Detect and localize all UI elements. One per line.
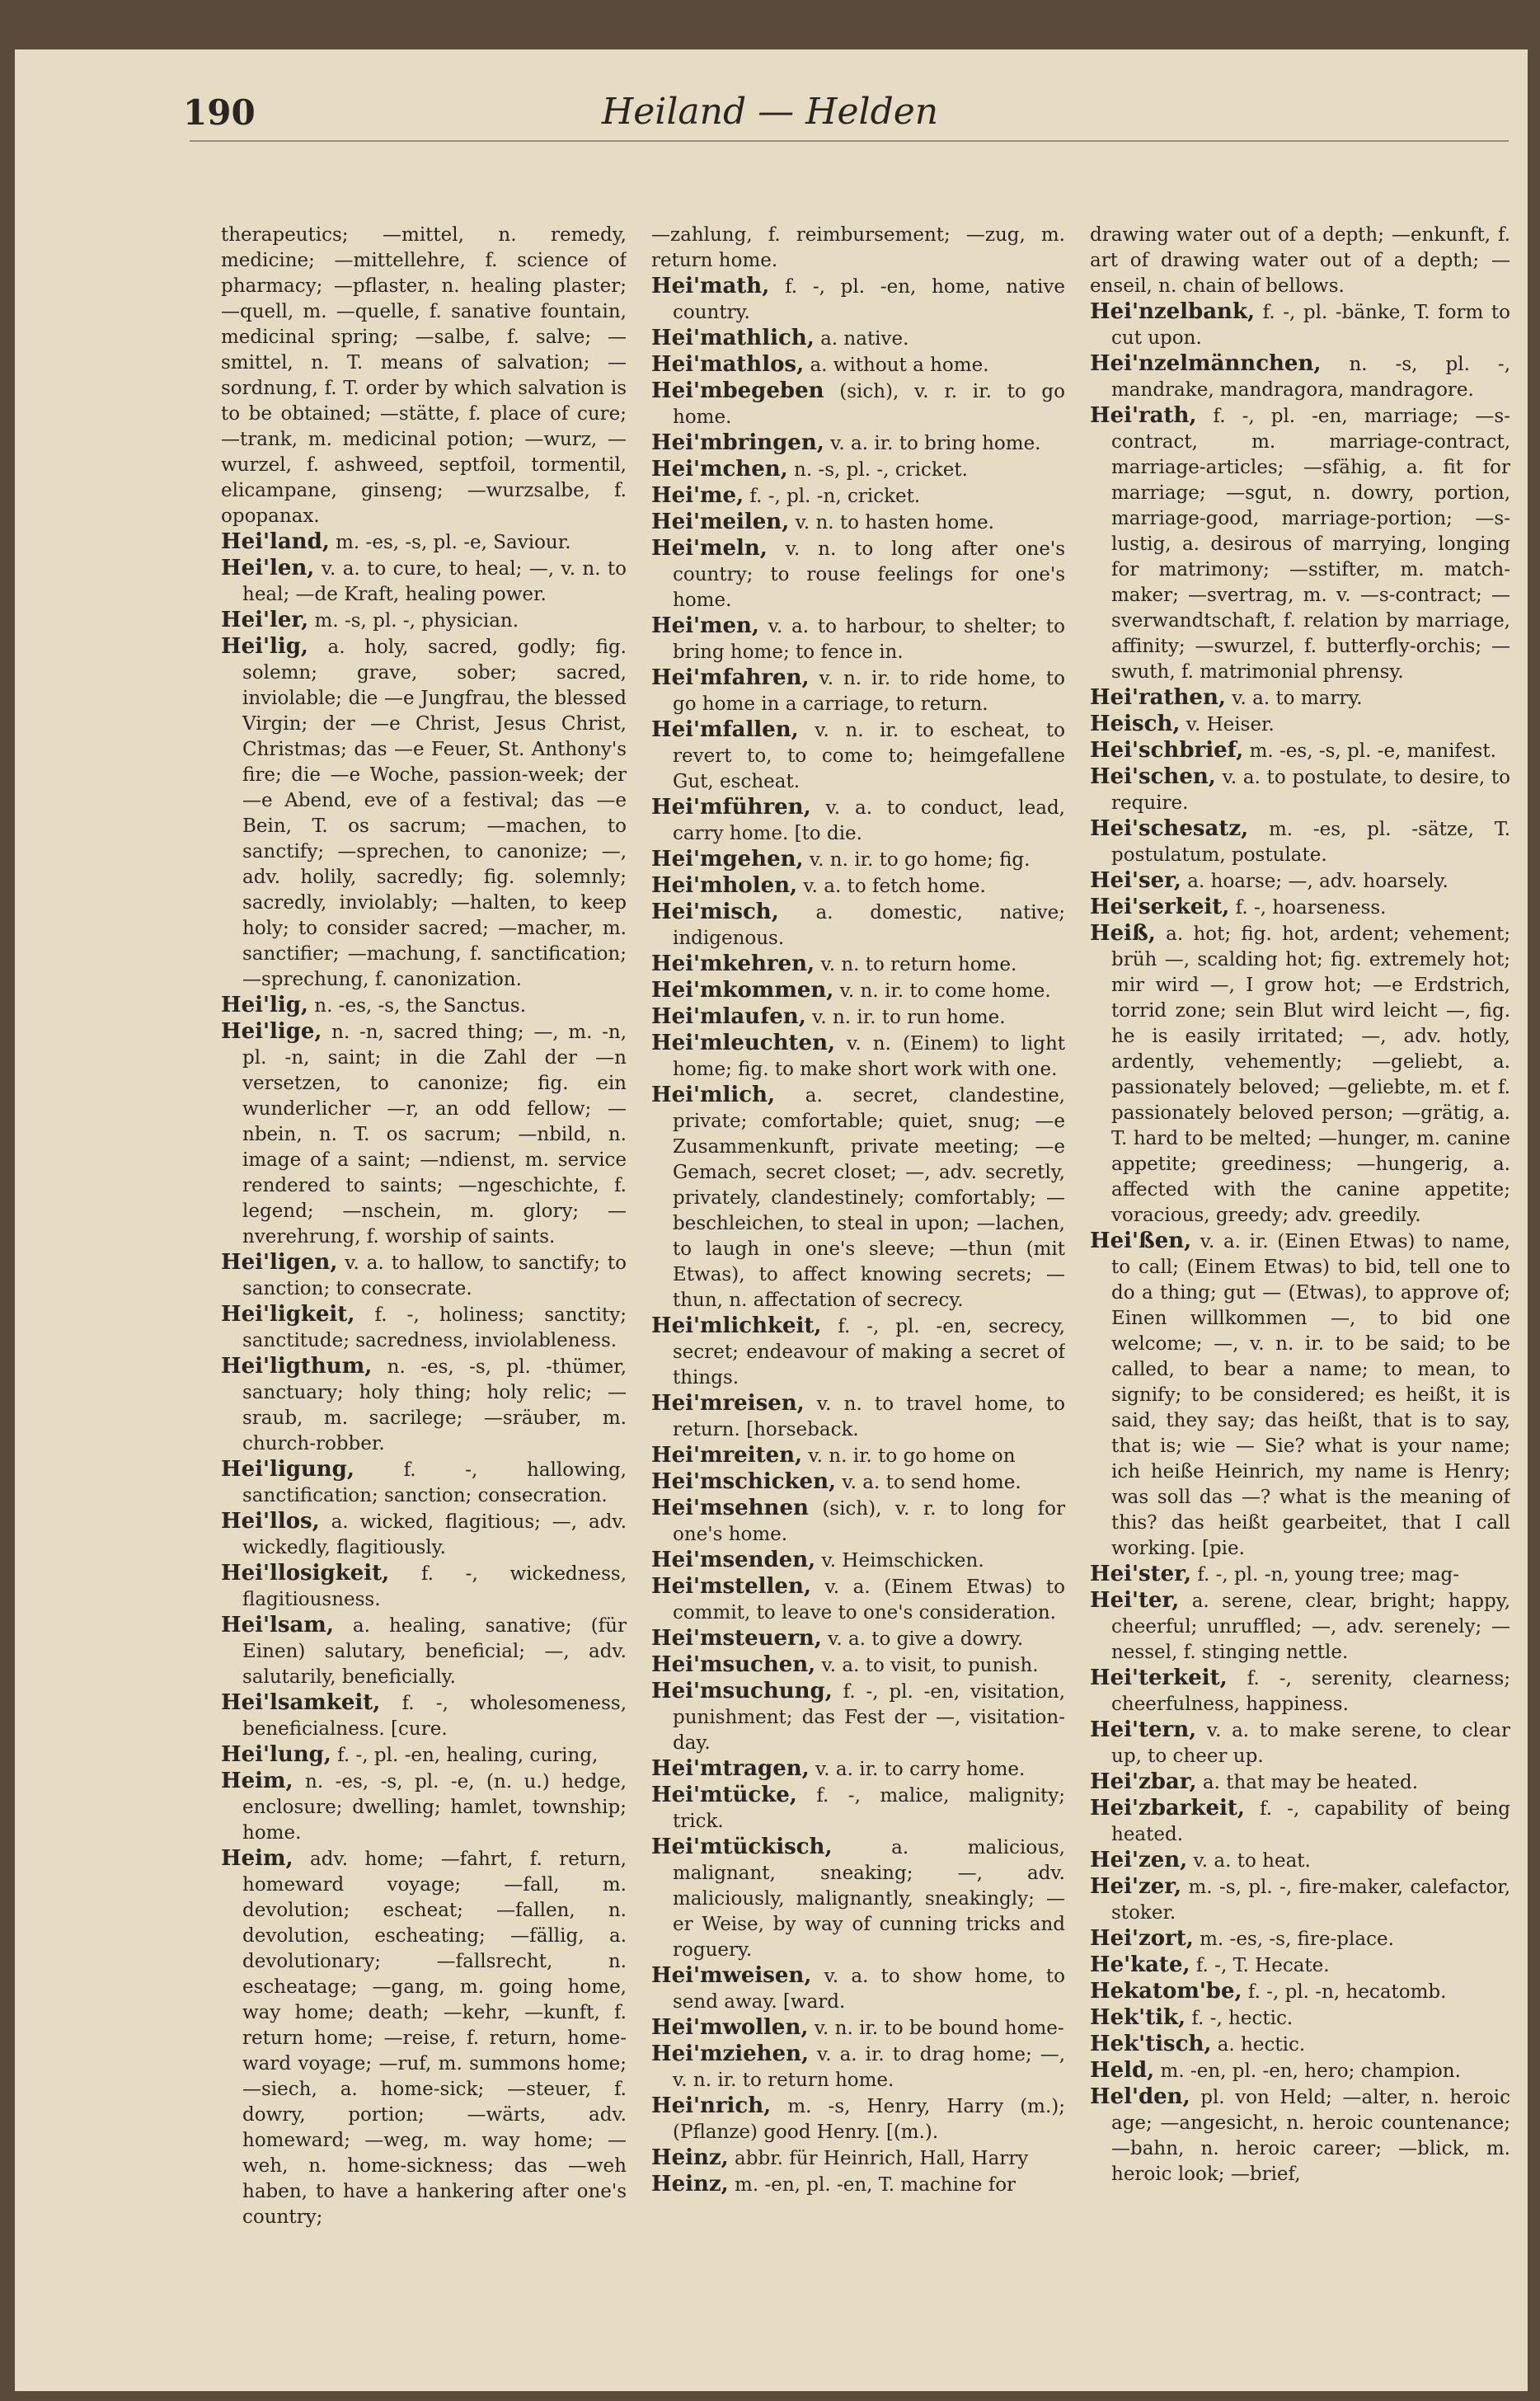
dictionary-entry: [1090, 685, 1510, 712]
entry-headword: Hei'mschicken,: [651, 1469, 837, 1494]
entry-definition: m. -es, -s, fire-place.: [1200, 1929, 1394, 1950]
dictionary-entry: [1090, 1229, 1510, 1562]
entry-headword: Heinz,: [651, 2145, 729, 2170]
dictionary-entry: [651, 1963, 1065, 2015]
entry-definition: v. a. ir. to drag home; —, v. n. ir. to return home.: [673, 2044, 1065, 2091]
entry-headword: Heim,: [221, 1769, 293, 1793]
entry-headword: Hei'zer,: [1090, 1874, 1182, 1899]
dictionary-entry: [221, 634, 627, 993]
entry-headword: Hei'schbrief,: [1090, 738, 1244, 763]
entry-definition: v. a. ir. to carry home.: [815, 1759, 1026, 1780]
dictionary-entry: [1090, 1926, 1510, 1952]
entry-definition: a. domestic, native; indigenous.: [673, 902, 1065, 949]
dictionary-entry: [221, 1613, 627, 1690]
entry-headword: Hei'mkommen,: [651, 978, 834, 1003]
dictionary-entry: [1090, 1979, 1510, 2005]
entry-headword: Hei'lung,: [221, 1742, 331, 1767]
entry-definition: v. a. to visit, to punish.: [821, 1655, 1039, 1676]
entry-definition: therapeutics; —mittel, n. remedy, medicine; —mittellehre, f. science of pharmacy; —pflaster, n. healing plaster; —quell, m. —quelle, f. sanative fountain, medicinal spring; —salbe, f. salve; —smittel, n. T. means of salvation; —sordnung, f. T. order by which salvation is to be obtained; —stätte, f. place of cure; —trank, m. medicinal potion; —wurz, —wurzel, f. ashweed, septfoil, tormentil, elicampane, ginseng; —wurzsalbe, f. opopanax.: [221, 224, 627, 527]
dictionary-entry: [651, 847, 1065, 873]
entry-headword: Hei'mfallen,: [651, 717, 799, 742]
dictionary-entry: [221, 223, 627, 529]
column-middle: [651, 223, 1065, 2391]
entry-definition: pl. von Held; —alter, n. heroic age; —angesicht, n. heroic countenance; —bahn, n. heroic career; —blick, m. heroic look; —brief,: [1111, 2087, 1510, 2185]
dictionary-entry: [221, 1742, 627, 1769]
dictionary-entry: [651, 1652, 1065, 1679]
entry-headword: Hei'men,: [651, 613, 759, 638]
dictionary-entry: [1090, 1848, 1510, 1874]
dictionary-entry: [651, 1574, 1065, 1626]
entry-definition: f. -, pl. -n, hecatomb.: [1247, 1981, 1447, 2003]
entry-headword: Hei'mlichkeit,: [651, 1313, 822, 1338]
entry-definition: a. secret, clandestine, private; comfortable; quiet, snug; —e Zusammenkunft, private meeting; —e Gemach, secret closet; —, adv. secretly, privately, clandestinely; comfortably; —beschleichen, to steal in upon; —lachen, to laugh in one's sleeve; —thun (mit Etwas), to affect knowing secrets; —thun, n. affectation of secrecy.: [673, 1085, 1065, 1311]
dictionary-entry: [651, 2015, 1065, 2042]
dictionary-entry: [651, 1031, 1065, 1083]
dictionary-entry: [651, 457, 1065, 483]
entry-definition: n. -es, -s, pl. -e, (n. u.) hedge, enclosure; dwelling; hamlet, township; home.: [242, 1771, 627, 1844]
entry-definition: f. -, pl. -en, marriage; —s-contract, m. marriage-contract, marriage-articles; —sfähig, a. fit for marriage; —sgut, n. dowry, portion, marriage-good, marriage-portion; —s-lustig, a. desirous of marrying, longing for matrimony; —sstifter, m. match-maker; —svertrag, m. v. —s-contract; —sverwandtschaft, f. relation by marriage, affinity; —swurzel, f. butterfly-orchis; —swuth, f. matrimonial phrensy.: [1111, 406, 1510, 683]
entry-definition: n. -s, pl. -, cricket.: [794, 459, 968, 481]
column-left: [221, 223, 627, 2391]
dictionary-entry: [1090, 921, 1510, 1229]
dictionary-entry: [651, 378, 1065, 430]
dictionary-entry: [651, 1548, 1065, 1574]
column-right: [1090, 223, 1510, 2391]
entry-headword: Hei'lige,: [221, 1019, 322, 1044]
entry-headword: Hei'rathen,: [1090, 685, 1226, 710]
entry-headword: Hekatom'be,: [1090, 1979, 1242, 2004]
dictionary-entry: [221, 529, 627, 556]
dictionary-entry: [651, 274, 1065, 326]
entry-definition: n. -es, -s, pl. -thümer, sanctuary; holy thing; holy relic; —sraub, m. sacrilege; —sräuber, m. church-robber.: [242, 1356, 627, 1454]
entry-headword: Hei'mfahren,: [651, 665, 810, 690]
entry-headword: Heisch,: [1090, 712, 1181, 736]
entry-headword: Hei'llosigkeit,: [221, 1561, 390, 1586]
entry-definition: v. n. to long after one's country; to rouse feelings for one's home.: [673, 538, 1065, 611]
entry-definition: v. a. to heat.: [1193, 1850, 1311, 1872]
dictionary-entry: [651, 1004, 1065, 1031]
entry-definition: n. -es, -s, the Sanctus.: [314, 995, 527, 1017]
entry-headword: Heiß,: [1090, 921, 1156, 946]
dictionary-entry: [651, 352, 1065, 378]
entry-headword: Hek'tisch,: [1090, 2032, 1212, 2056]
entry-headword: Hel'den,: [1090, 2084, 1190, 2109]
entry-headword: Hei'zort,: [1090, 1926, 1194, 1951]
dictionary-entry: [651, 951, 1065, 978]
entry-headword: Hei'mleuchten,: [651, 1031, 836, 1055]
page-number: 190: [183, 92, 256, 133]
entry-definition: f. -, pl. -en, visitation, punishment; das Fest der —, visitation-day.: [673, 1681, 1065, 1754]
entry-definition: a. malicious, malignant, sneaking; —, adv. maliciously, malignantly, sneakingly; —er Weise, by way of cunning tricks and roguery.: [673, 1837, 1065, 1961]
dictionary-entry: [221, 1690, 627, 1742]
entry-definition: (sich), v. r. to long for one's home.: [673, 1498, 1065, 1545]
entry-definition: —zahlung, f. reimbursement; —zug, m. return home.: [651, 224, 1065, 271]
entry-definition: f. -, serenity, clearness; cheerfulness, happiness.: [1111, 1668, 1510, 1715]
entry-definition: m. -es, -s, pl. -e, Saviour.: [336, 532, 571, 553]
entry-headword: Hei'zen,: [1090, 1848, 1188, 1872]
entry-headword: Hei'zbar,: [1090, 1769, 1197, 1794]
entry-headword: Hei'ligung,: [221, 1457, 354, 1482]
dictionary-entry: [651, 2093, 1065, 2145]
dictionary-entry: [651, 1626, 1065, 1652]
dictionary-entry: [1090, 1588, 1510, 1666]
dictionary-entry: [651, 2042, 1065, 2093]
dictionary-entry: [651, 2145, 1065, 2172]
dictionary-entry: [1090, 1666, 1510, 1717]
entry-definition: v. a. (Einem Etwas) to commit, to leave to one's consideration.: [673, 1576, 1065, 1623]
entry-definition: m. -es, pl. -sätze, T. postulatum, postulate.: [1111, 819, 1510, 866]
dictionary-entry: [651, 536, 1065, 613]
dictionary-entry: [651, 483, 1065, 510]
entry-headword: Hei'mathlos,: [651, 352, 805, 377]
entry-definition: v. n. (Einem) to light home; fig. to make short work with one.: [673, 1033, 1065, 1080]
dictionary-entry: [651, 1391, 1065, 1443]
entry-headword: Hei'schesatz,: [1090, 816, 1249, 841]
entry-definition: v. n. ir. to run home.: [812, 1007, 1006, 1028]
entry-headword: Hei'ler,: [221, 608, 309, 632]
dictionary-entry: [1090, 2032, 1510, 2058]
entry-definition: v. a. to make serene, to clear up, to cheer up.: [1111, 1720, 1510, 1767]
entry-definition: adv. home; —fahrt, f. return, homeward voyage; —fall, m. devolution; escheat; —fallen, n. devolution, escheating; —fällig, a. devolutionary; —fallsrecht, n. escheatage; —gang, m. going home, way home; death; —kehr, —kunft, f. return home; —reise, f. return, home-ward voyage; —ruf, m. summons home; —siech, a. home-sick; —steuer, f. dowry, portion; —wärts, adv. homeward; —weg, m. way home; —weh, n. home-sickness; das —weh haben, to have a hankering after one's country;: [242, 1849, 627, 2228]
dictionary-entry: [1090, 299, 1510, 351]
entry-definition: f. -, hectic.: [1191, 2008, 1294, 2029]
entry-headword: Hei'mwollen,: [651, 2015, 809, 2040]
entry-definition: f. -, pl. -en, secrecy, secret; endeavour of making a secret of things.: [673, 1316, 1065, 1388]
entry-headword: Hei'mgehen,: [651, 847, 804, 872]
entry-definition: v. n. ir. to escheat, to revert to, to come to; heimgefallene Gut, escheat.: [673, 720, 1065, 792]
entry-definition: a. native.: [820, 328, 909, 350]
dictionary-entry: [1090, 1717, 1510, 1769]
entry-headword: Hei'lsam,: [221, 1613, 334, 1637]
dictionary-entry: [651, 1756, 1065, 1783]
entry-headword: Hek'tik,: [1090, 2005, 1186, 2030]
entry-definition: n. -n, sacred thing; —, m. -n, pl. -n, saint; in die Zahl der —n versetzen, to canonize; fig. ein wunderlicher —r, an odd fellow; —nbein, n. T. os sacrum; —nbild, n. image of a saint; —ndienst, m. service rendered to saints; —ngeschichte, f. legend; —nschein, m. glory; —nverehrung, f. worship of saints.: [242, 1022, 627, 1247]
dictionary-entry: [651, 1679, 1065, 1756]
entry-definition: v. a. to fetch home.: [803, 876, 986, 897]
running-head: Heiland — Helden: [601, 91, 939, 133]
dictionary-entry: [221, 608, 627, 634]
entry-definition: v. a. to postulate, to desire, to require.: [1111, 767, 1510, 814]
entry-headword: Hei'mtückisch,: [651, 1835, 833, 1859]
entry-definition: v. n. to hasten home.: [795, 512, 994, 533]
dictionary-entry: [221, 1457, 627, 1509]
entry-headword: Hei'msenden,: [651, 1548, 816, 1572]
entry-definition: m. -en, pl. -en, T. machine for: [735, 2174, 1016, 2196]
entry-definition: v. a. to cure, to heal; —, v. n. to heal; —de Kraft, healing power.: [242, 558, 627, 605]
entry-headword: Hei'me,: [651, 483, 744, 508]
entry-definition: v. n. ir. to come home.: [839, 980, 1051, 1002]
entry-headword: Hei'ligthum,: [221, 1354, 373, 1379]
entry-headword: Hei'mreisen,: [651, 1391, 805, 1416]
entry-definition: v. n. ir. to ride home, to go home in a carriage, to return.: [673, 668, 1065, 715]
entry-headword: Hei'nrich,: [651, 2093, 772, 2118]
entry-headword: Hei'land,: [221, 529, 330, 554]
dictionary-entry: [1090, 351, 1510, 403]
entry-definition: f. -, pl. -en, healing, curing,: [337, 1745, 599, 1766]
entry-definition: v. a. to give a dowry.: [828, 1628, 1024, 1650]
entry-definition: a. healing, sanative; (für Einen) salutary, beneficial; —, adv. salutarily, beneficially.: [242, 1615, 627, 1688]
entry-definition: f. -, hallowing, sanctification; sanction; consecration.: [242, 1459, 627, 1506]
entry-definition: a. hot; fig. hot, ardent; vehement; brüh —, scalding hot; fig. extremely hot; mir wird —, I grow hot; —e Erdstrich, torrid zone; sein Blut wird leicht —, fig. he is easily irritated; —, adv. hotly, ardently, vehemently; —geliebt, a. passionately beloved; —geliebte, m. et f. passionately beloved person; —grätig, a. T. hard to be melted; —hunger, m. canine appetite; greediness; —hungerig, a. affected with the canine appetite; voracious, greedy; adv. greedily.: [1111, 923, 1510, 1226]
dictionary-entry: [651, 613, 1065, 665]
entry-definition: f. -, T. Hecate.: [1195, 1955, 1330, 1976]
entry-definition: v. a. ir. to bring home.: [830, 433, 1041, 454]
dictionary-entry: [1090, 895, 1510, 921]
dictionary-entry: [221, 1302, 627, 1354]
dictionary-entry: [651, 223, 1065, 274]
entry-headword: Hei'msteuern,: [651, 1626, 822, 1651]
entry-definition: a. that may be heated.: [1202, 1772, 1419, 1793]
dictionary-entry: [221, 556, 627, 608]
entry-headword: Hei'schen,: [1090, 764, 1216, 789]
entry-headword: Heim,: [221, 1846, 293, 1871]
entry-definition: v. a. to send home.: [842, 1472, 1021, 1493]
entry-headword: Hei'rath,: [1090, 403, 1197, 428]
entry-headword: Hei'msuchung,: [651, 1679, 833, 1703]
entry-definition: m. -s, pl. -, fire-maker, calefactor, stoker.: [1111, 1877, 1510, 1924]
entry-definition: v. a. to hallow, to sanctify; to sanction; to consecrate.: [242, 1252, 627, 1299]
dictionary-entry: [221, 993, 627, 1019]
entry-definition: a. wicked, flagitious; —, adv. wickedly, flagitiously.: [242, 1511, 627, 1558]
entry-definition: v. a. to conduct, lead, carry home. [to die.: [673, 797, 1065, 844]
dictionary-entry: [651, 978, 1065, 1004]
dictionary-entry: [1090, 1796, 1510, 1848]
entry-headword: Hei'msuchen,: [651, 1652, 816, 1677]
entry-definition: a. holy, sacred, godly; fig. solemn; grave, sober; sacred, inviolable; die —e Jungfrau, the blessed Virgin; der —e Christ, Jesus Christ, Christmas; das —e Feuer, St. Anthony's fire; die —e Woche, passion-week; der —e Abend, eve of a festival; das —e Bein, T. os sacrum; —machen, to sanctify; —sprechen, to canonize; —, adv. holily, sacredly; fig. solemnly; sacredly, inviolably; —halten, to keep holy; to consider sacred; —macher, m. sanctifier; —machung, f. sanctification; —sprechung, f. canonization.: [242, 637, 627, 990]
entry-definition: f. -, hoarseness.: [1235, 897, 1387, 919]
entry-definition: v. n. ir. to go home; fig.: [809, 849, 1031, 871]
entry-headword: Hei'ligkeit,: [221, 1302, 355, 1327]
entry-definition: v. a. ir. (Einen Etwas) to name, to call; (Einem Etwas) to bid, tell one to do a thing; gut — (Etwas), to approve of; Einen willkommen —, to bid one welcome; —, v. n. ir. to be said; to be called, to bear a name; to mean, to signify; to be considered; es heißt, it is said, they say; das heißt, that is to say, that is; wie — Sie? what is your name; ich heiße Heinrich, my name is Henry; was soll das —? what is the meaning of this? das heißt gearbeitet, that I call working. [pie.: [1111, 1231, 1510, 1559]
entry-definition: m. -en, pl. -en, hero; champion.: [1160, 2060, 1461, 2082]
entry-headword: Hei'mführen,: [651, 795, 811, 820]
dictionary-entry: [221, 1509, 627, 1561]
entry-definition: v. n. ir. to go home on: [808, 1445, 1016, 1467]
entry-headword: Hei'zbarkeit,: [1090, 1796, 1245, 1821]
entry-headword: Hei'ligen,: [221, 1250, 338, 1275]
entry-definition: f. -, wickedness, flagitiousness.: [242, 1563, 627, 1610]
entry-definition: m. -es, -s, pl. -e, manifest.: [1249, 740, 1496, 762]
dictionary-entry: [1090, 712, 1510, 738]
entry-headword: Hei'mweisen,: [651, 1963, 812, 1988]
dictionary-entry: [1090, 403, 1510, 685]
entry-headword: Hei'ter,: [1090, 1588, 1180, 1613]
entry-headword: Hei'mtragen,: [651, 1756, 810, 1781]
dictionary-entry: [221, 1250, 627, 1302]
entry-headword: Hei'mathlich,: [651, 326, 815, 350]
dictionary-entry: [1090, 816, 1510, 868]
entry-definition: f. -, pl. -en, home, native country.: [673, 276, 1065, 323]
entry-headword: Hei'ßen,: [1090, 1229, 1192, 1253]
entry-headword: Hei'llos,: [221, 1509, 320, 1534]
entry-definition: f. -, pl. -n, young tree; mag-: [1197, 1564, 1459, 1586]
dictionary-entry: [651, 1783, 1065, 1835]
entry-headword: Hei'mstellen,: [651, 1574, 811, 1599]
dictionary-entry: [651, 1443, 1065, 1469]
entry-definition: v. n. ir. to be bound home-: [814, 2018, 1064, 2039]
dictionary-entry: [1090, 738, 1510, 764]
entry-headword: Hei'misch,: [651, 900, 779, 924]
entry-headword: Hei'mbringen,: [651, 430, 824, 455]
entry-headword: Held,: [1090, 2058, 1155, 2083]
entry-definition: a. hoarse; —, adv. hoarsely.: [1187, 871, 1448, 892]
entry-definition: v. a. to harbour, to shelter; to bring home; to fence in.: [673, 616, 1065, 663]
entry-headword: He'kate,: [1090, 1952, 1190, 1977]
entry-headword: Hei'mziehen,: [651, 2042, 810, 2066]
entry-headword: Hei'ser,: [1090, 868, 1181, 893]
entry-definition: a. hectic.: [1217, 2034, 1306, 2056]
dictionary-entry: [221, 1769, 627, 1846]
dictionary-entry: [651, 1496, 1065, 1548]
entry-headword: Hei'mchen,: [651, 457, 788, 482]
dictionary-entry: [1090, 2058, 1510, 2084]
entry-definition: v. a. to marry.: [1232, 688, 1363, 709]
entry-headword: Heinz,: [651, 2172, 729, 2197]
entry-headword: Hei'meilen,: [651, 510, 790, 534]
dictionary-entry: [651, 717, 1065, 795]
entry-definition: v. a. to show home, to send away. [ward.: [673, 1966, 1065, 2013]
entry-definition: f. -, pl. -bänke, T. form to cut upon.: [1111, 302, 1510, 349]
dictionary-entry: [1090, 868, 1510, 895]
entry-headword: Hei'mlaufen,: [651, 1004, 806, 1029]
dictionary-entry: [1090, 1769, 1510, 1796]
entry-headword: Hei'mtücke,: [651, 1783, 797, 1807]
dictionary-entry: [651, 510, 1065, 536]
entry-headword: Hei'len,: [221, 556, 315, 580]
entry-definition: drawing water out of a depth; —enkunft, f. art of drawing water out of a depth; —enseil, n. chain of bellows.: [1090, 224, 1510, 297]
entry-headword: Hei'mlich,: [651, 1083, 775, 1107]
entry-definition: abbr. für Heinrich, Hall, Harry: [735, 2148, 1029, 2169]
dictionary-entry: [651, 326, 1065, 352]
dictionary-entry: [221, 1354, 627, 1457]
entry-definition: a. without a home.: [810, 355, 989, 376]
dictionary-entry: [651, 1835, 1065, 1963]
entry-headword: Hei'mkehren,: [651, 951, 815, 976]
dictionary-entry: [1090, 223, 1510, 299]
entry-headword: Hei'mreiten,: [651, 1443, 803, 1468]
dictionary-entry: [1090, 1874, 1510, 1926]
dictionary-entry: [221, 1019, 627, 1250]
dictionary-entry: [651, 665, 1065, 717]
entry-headword: Hei'nzelbank,: [1090, 299, 1256, 324]
dictionary-entry: [221, 1846, 627, 2230]
entry-headword: Hei'tern,: [1090, 1717, 1197, 1742]
entry-definition: v. Heiser.: [1186, 714, 1275, 735]
dictionary-entry: [1090, 1562, 1510, 1588]
entry-headword: Hei'lig,: [221, 993, 308, 1017]
entry-definition: m. -s, pl. -, physician.: [314, 610, 519, 632]
entry-headword: Hei'msehnen: [651, 1496, 809, 1520]
dictionary-entry: [651, 1313, 1065, 1391]
entry-headword: Hei'meln,: [651, 536, 768, 561]
entry-definition: f. -, pl. -n, cricket.: [749, 486, 921, 507]
entry-definition: a. serene, clear, bright; happy, cheerful; unruffled; —, adv. serenely; —nessel, f. stinging nettle.: [1111, 1590, 1510, 1663]
entry-headword: Hei'math,: [651, 274, 770, 298]
entry-definition: v. n. to return home.: [820, 954, 1017, 975]
entry-definition: m. -s, Henry, Harry (m.); (Pflanze) good Henry. [(m.).: [673, 2096, 1065, 2143]
dictionary-entry: [651, 900, 1065, 951]
dictionary-entry: [1090, 2005, 1510, 2032]
entry-definition: f. -, wholesomeness, beneficialness. [cure.: [242, 1693, 627, 1740]
dictionary-entry: [651, 1083, 1065, 1313]
entry-headword: Hei'serkeit,: [1090, 895, 1230, 919]
entry-definition: v. Heimschicken.: [821, 1550, 984, 1572]
dictionary-entry: [651, 1469, 1065, 1496]
dictionary-entry: [1090, 2084, 1510, 2187]
entry-definition: (sich), v. r. ir. to go home.: [673, 381, 1065, 428]
entry-headword: Hei'lsamkeit,: [221, 1690, 381, 1715]
entry-headword: Hei'terkeit,: [1090, 1666, 1228, 1690]
entry-definition: v. n. to travel home, to return. [horseback.: [673, 1393, 1065, 1440]
entry-definition: f. -, capability of being heated.: [1111, 1798, 1510, 1845]
entry-headword: Hei'ster,: [1090, 1562, 1191, 1586]
entry-definition: n. -s, pl. -, mandrake, mandragora, mandragore.: [1111, 354, 1510, 401]
dictionary-entry: [1090, 1952, 1510, 1979]
dictionary-entry: [651, 873, 1065, 900]
entry-definition: f. -, holiness; sanctity; sanctitude; sacredness, inviolableness.: [242, 1304, 627, 1351]
entry-headword: Hei'mbegeben: [651, 378, 824, 403]
dictionary-entry: [651, 2172, 1065, 2198]
entry-headword: Hei'nzelmännchen,: [1090, 351, 1322, 376]
dictionary-entry: [1090, 764, 1510, 816]
header-rule: [190, 140, 1509, 142]
entry-headword: Hei'mholen,: [651, 873, 798, 898]
entry-definition: f. -, malice, malignity; trick.: [673, 1785, 1065, 1832]
dictionary-entry: [651, 430, 1065, 457]
dictionary-entry: [221, 1561, 627, 1613]
entry-headword: Hei'lig,: [221, 634, 308, 659]
dictionary-entry: [651, 795, 1065, 847]
